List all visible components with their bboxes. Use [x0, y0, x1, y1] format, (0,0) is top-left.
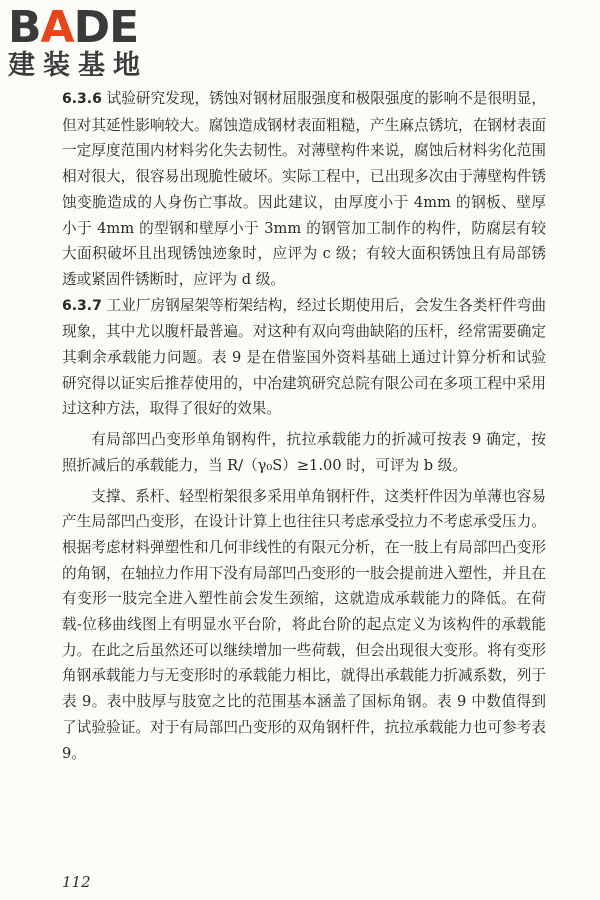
logo-wordmark	[8, 2, 178, 53]
page-body	[62, 86, 546, 766]
paragraph-6-3-7	[62, 293, 546, 423]
paragraph-single-angle: 有局部凹凸变形单角钢构件，抗拉承载能力的折减可按表 9 确定，按照折减后的承载能力，当 R/（γ₀S）≥1.00 时，可评为 b 级。	[62, 431, 546, 474]
section-number: 6.3.6	[62, 91, 102, 107]
logo-letter-b: B	[8, 2, 41, 53]
paragraph-text: 试验研究发现，锈蚀对钢材屈服强度和极限强度的影响不是很明显，但对其延性影响较大。腐蚀造成钢材表面粗糙，产生麻点锈坑，在钢材表面一定厚度范围内材料劣化失去韧性。对薄壁构件来说，腐蚀后材料劣化范围相对很大，很容易出现脆性破坏。实际工程中，已出现多次由于薄壁构件锈蚀变脆造成的人身伤亡事故。因此建议，由厚度小于 4mm 的钢板、壁厚小于 4mm 的型钢和壁厚小于 3mm 的钢管加工制作的构件，防腐层有较大面积破坏且出现锈蚀迹象时，应评为 c 级；有较大面积锈蚀且有局部锈透或紧固件锈断时，应评为 d 级。	[62, 90, 546, 288]
page-number: 112	[62, 873, 91, 891]
paragraph-bracing: 支撑、系杆、轻型桁架很多采用单角钢杆件，这类杆件因为单薄也容易产生局部凹凸变形，在设计计算上也往往只考虑承受拉力不考虑承受压力。根据考虑材料弹塑性和几何非线性的有限元分析，在一肢上有局部凹凸变形的角钢，在轴拉力作用下没有局部凹凸变形的一肢会提前进入塑性，并且在有变形一肢完全进入塑性前会发生颈缩，这就造成承载能力的降低。在荷载-位移曲线图上有明显水平台阶，将此台阶的起点定义为该构件的承载能力。在此之后虽然还可以继续增加一些荷载，但会出现很大变形。将有变形角钢承载能力与无变形时的承载能力相比，就得出承载能力折减系数，列于表 9。表中肢厚与肢宽之比的范围基本涵盖了国标角钢。表 9 中数值得到了试验验证。对于有局部凹凸变形的双角钢杆件，抗拉承载能力也可参考表 9。	[62, 487, 546, 762]
section-number: 6.3.7	[62, 297, 102, 314]
logo-subtitle: 建装基地	[8, 50, 148, 81]
paragraph-text: 工业厂房钢屋架等桁架结构，经过长期使用后，会发生各类杆件弯曲现象，其中尤以腹杆最普遍。对这种有双向弯曲缺陷的压杆，经常需要确定其剩余承载能力问题。表 9 是在借鉴国外资料基础上通过计算分析和试验研究得以证实后推荐使用的，中冶建筑研究总院有限公司在多项工程中采用过这种方法，取得了很好的效果。	[62, 296, 546, 418]
paragraph-6-3-6	[62, 86, 546, 293]
site-logo	[8, 2, 178, 90]
logo-letters-de: DE	[73, 2, 139, 53]
logo-letter-a: A	[40, 2, 74, 53]
